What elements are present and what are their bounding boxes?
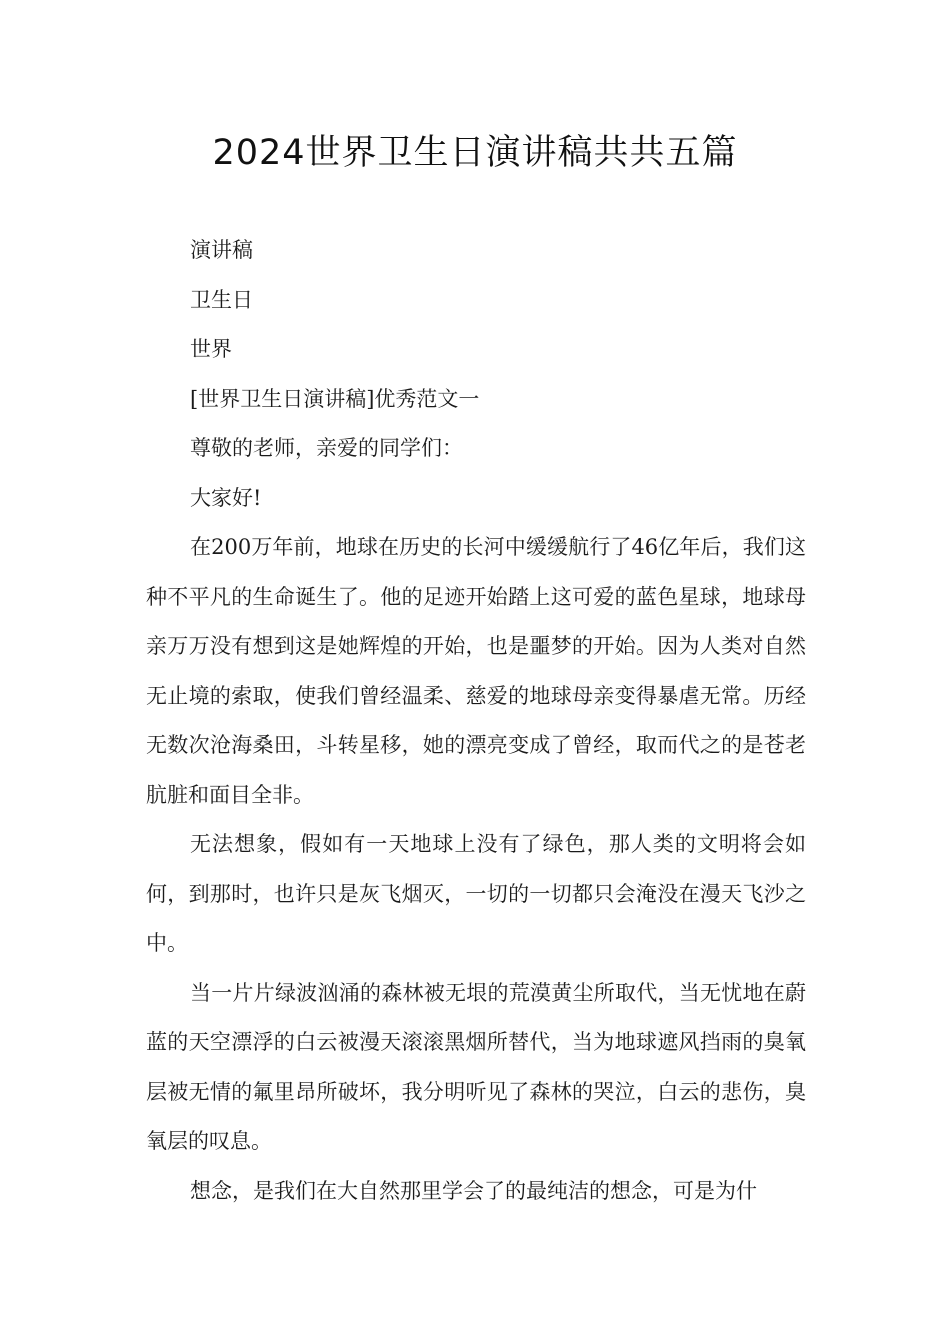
body-paragraph: 想念，是我们在大自然那里学会了的最纯洁的想念，可是为什 [190,1178,757,1203]
salutation: 尊敬的老师，亲爱的同学们： [190,436,463,460]
body-paragraph: 无法想象，假如有一天地球上没有了绿色，那人类的文明将会如何，到那时，也许只是灰飞烟灭，一切的一切都只会淹没在漫天飞沙之中。 [146,832,806,955]
keyword-line: 世界 [190,337,232,361]
keyword-line: 演讲稿 [190,238,253,262]
document-title: 2024世界卫生日演讲稿共共五篇 [212,133,738,173]
keyword-line: 卫生日 [190,287,253,312]
body-paragraph: 当一片片绿波汹涌的森林被无垠的荒漠黄尘所取代，当无忧地在蔚蓝的天空漂浮的白云被漫天滚滚黑烟所替代，当为地球遮风挡雨的臭氧层被无情的氟里昂所破坏，我分明听见了森林的哭泣，白云的悲伤，臭氧层的叹息。 [146,980,806,1153]
body-paragraph: 在200万年前，地球在历史的长河中缓缓航行了46亿年后，我们这种不平凡的生命诞生了。他的足迹开始踏上这可爱的蓝色星球，地球母亲万万没有想到这是她辉煌的开始，也是噩梦的开始。因为人类对自然无止境的索取，使我们曾经温柔、慈爱的地球母亲变得暴虐无常。历经无数次沧海桑田，斗转星移，她的漂亮变成了曾经，取而代之的是苍老肮脏和面目全非。 [146,535,806,807]
greeting: 大家好! [190,485,262,510]
document-body [146,226,806,1216]
section-subtitle: [世界卫生日演讲稿]优秀范文一 [190,386,480,411]
